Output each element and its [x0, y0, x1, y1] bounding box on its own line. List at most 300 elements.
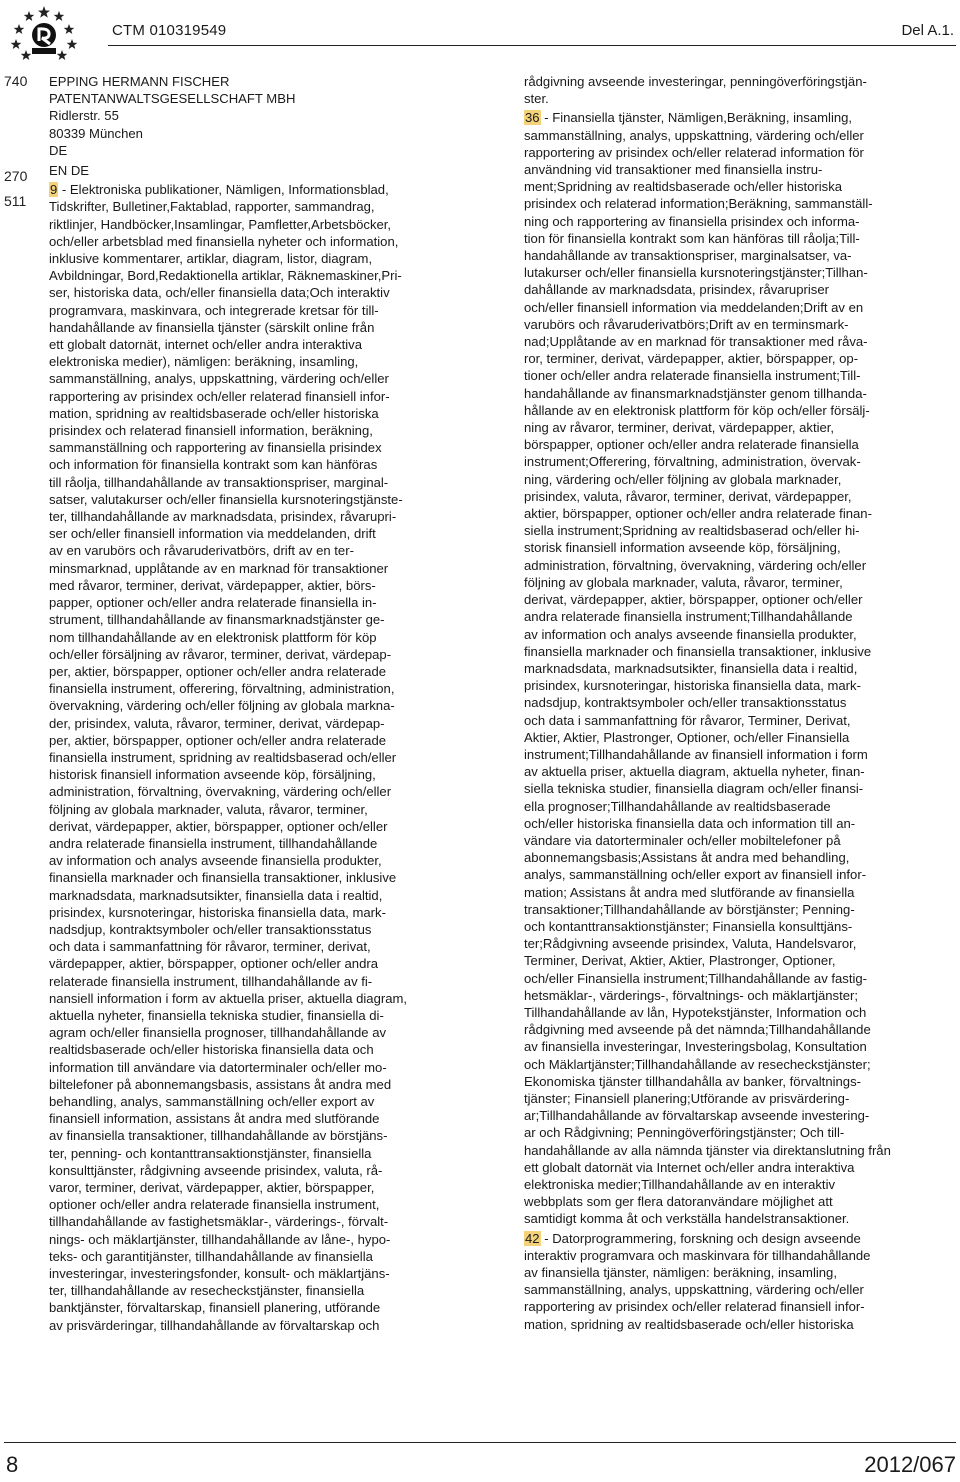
text-line [49, 1127, 435, 1144]
text-line [49, 1007, 435, 1024]
text-line [524, 90, 910, 107]
text-line-content: av information och analys avseende finansiella produkter, [49, 853, 382, 869]
text-line [524, 471, 910, 488]
text-line-content: handahållande av alla nämnda tjänster via direktanslutning från [524, 1142, 891, 1158]
text-line-content: varubörs och råvaruderivatbörs;Drift av en terminsmark- [524, 316, 849, 332]
text-line-content: papper, optioner och/eller andra relaterade finansiella in- [49, 595, 377, 611]
text-line-content: andra relaterade finansiella instrument;Tillhandahållande [524, 609, 853, 625]
text-line [524, 1159, 910, 1176]
text-line [49, 1145, 435, 1162]
text-line [49, 973, 435, 990]
text-line-content: marknadsdata, marknadsutsikter, finansiella data i realtid, [524, 660, 858, 676]
text-line-content: dahållande av marknadsdata, prisindex, råvarupriser [524, 282, 829, 298]
left-column [49, 73, 435, 1334]
eu-stars-logo-icon [6, 4, 82, 64]
bulletin-number: 2012/067 [864, 1452, 956, 1477]
text-line-content: sammanställning, analys, uppskattning, värdering och/eller [524, 1282, 864, 1298]
text-line [524, 815, 910, 832]
text-line [49, 715, 435, 732]
text-line [524, 178, 910, 195]
text-line [524, 350, 910, 367]
text-line-content: minsmarknad, upplåtande av en marknad för transaktioner [49, 560, 389, 576]
text-line-content: rådgivning med avseende på det nämnda;Tillhandahållande [524, 1022, 871, 1038]
languages: EN DE [49, 163, 90, 179]
text-line-content: ser, historiska data, och/eller finansiella data;Och interaktiv [49, 285, 390, 301]
text-line-content: marknadsdata, marknadsutsikter, finansiella data i realtid, [49, 887, 383, 903]
text-line-content: nansiell information i form av aktuella priser, aktuella diagram, [49, 990, 408, 1006]
text-line-content: ter, tillhandahållande av resecheckstjänster, finansiella [49, 1283, 365, 1299]
text-line-content: av information och analys avseende finansiella produkter, [524, 626, 857, 642]
text-line [524, 970, 910, 987]
text-line-content: följning av globala marknader, valuta, råvaror, terminer, [49, 801, 368, 817]
text-line-content: nadsdjup, kontraktsymboler och/eller transaktionsstatus [524, 695, 847, 711]
text-line [49, 198, 435, 215]
text-line [524, 866, 910, 883]
text-line-content: analys, sammanställning och/eller export av finansiell infor- [524, 867, 867, 883]
text-line [49, 353, 435, 370]
inid-code-511: 511 [4, 193, 27, 209]
text-line [49, 680, 435, 697]
applicant-name: EPPING HERMANN FISCHER [49, 74, 230, 89]
text-line-content: finansiella instrument, offerering, förvaltning, administration, [49, 681, 395, 697]
text-line [49, 336, 435, 353]
text-line-content: ett globalt datornät via Internet och/eller andra interaktiva [524, 1159, 855, 1175]
class-number-badge: 9 [50, 182, 58, 198]
text-line [49, 1248, 435, 1265]
text-line [49, 646, 435, 663]
text-line [524, 505, 910, 522]
text-line [49, 1179, 435, 1196]
text-line-content: programvara, maskinvara, och integrerade kretsar för till- [49, 302, 379, 318]
text-line-content: och/eller finansiell information via meddelanden;Drift av en [524, 299, 864, 315]
text-line [49, 938, 435, 955]
text-line-content: ter, penning- och kontanttransaktionstjänster, finansiella [49, 1145, 372, 1161]
text-line [49, 405, 435, 422]
text-line-content: lutakurser och/eller finansiella kursnoteringstjänster;Tillhan- [524, 265, 868, 281]
class-number-badge: 36 [525, 110, 540, 126]
text-line-content: aktuella nyheter, finansiella tekniska studier, finansiella di- [49, 1007, 384, 1023]
text-line-content: ning av råvaror, terminer, derivat, värdepapper, aktier, [524, 420, 835, 436]
text-line-content: - Datorprogrammering, forskning och design avseende [540, 1230, 861, 1246]
text-line [524, 1316, 910, 1333]
text-line [49, 801, 435, 818]
text-line [524, 780, 910, 797]
text-line-content: och/eller historiska finansiella data och information till an- [524, 815, 856, 831]
text-line-content: elektroniska medier;Tillhandahållande av en interaktiv [524, 1177, 836, 1192]
text-line-content: riktlinjer, Handböcker,Insamlingar, Pamfletter,Arbetsböcker, [49, 216, 392, 232]
text-line [49, 1299, 435, 1316]
text-line [524, 798, 910, 815]
text-line-content: tillhandahållande av fastighetsmäklar-, värderings-, förvalt- [49, 1214, 389, 1230]
text-line-content: per, aktier, börspapper, optioner och/eller andra relaterade [49, 663, 387, 679]
text-line [524, 608, 910, 625]
text-line-content: siella tekniska studier, finansiella diagram och/eller finansi- [524, 781, 864, 797]
class-9-description [49, 181, 435, 1334]
text-line-content: nings- och mäklartjänster, tillhandahållande av låne-, hypo- [49, 1231, 391, 1247]
text-line-content: abonnemangsbasis;Assistans åt andra med behandling, [524, 850, 850, 866]
text-line [524, 281, 910, 298]
text-line-content: handahållande av transaktionspriser, marginalsatser, va- [524, 248, 852, 264]
text-line [524, 1090, 910, 1107]
text-line-content: sammanställning och rapportering av finansiella prisindex [49, 440, 382, 456]
text-line [524, 849, 910, 866]
text-line-content: storisk finansiell information avseende köp, försäljning, [524, 540, 841, 556]
text-line-content: av aktuella priser, aktuella diagram, aktuella nyheter, finan- [524, 764, 865, 780]
text-line-content: och/eller Finansiella instrument;Tillhandahållande av fastig- [524, 970, 868, 986]
text-line [49, 560, 435, 577]
class-9-continuation [524, 73, 910, 107]
text-line [524, 230, 910, 247]
text-line [524, 832, 910, 849]
text-line-content: och data i sammanfattning för råvaror, Terminer, Derivat, [524, 712, 851, 728]
text-line-content: - Elektroniska publikationer, Nämligen, Informationsblad, [58, 182, 389, 198]
text-line [524, 316, 910, 333]
text-line-content: aktier, börspapper, optioner och/eller andra relaterade finan- [524, 506, 872, 522]
text-line-content: samtidigt komma åt och verkställa handelstransaktioner. [524, 1211, 850, 1227]
text-line [49, 1213, 435, 1230]
text-line-content: biltelefoner på abonnemangsbasis, assistans åt andra med [49, 1076, 392, 1092]
text-line-content: prisindex och relaterad information;Beräkning, sammanställ- [524, 196, 873, 212]
text-line [49, 1110, 435, 1127]
text-line [49, 456, 435, 473]
text-line [49, 921, 435, 938]
text-line [524, 264, 910, 281]
text-line [524, 109, 910, 126]
text-line [49, 1059, 435, 1076]
text-line [524, 247, 910, 264]
text-line [524, 522, 910, 539]
text-line-content: optioner och/eller andra relaterade finansiella instrument, [49, 1197, 380, 1213]
text-line [49, 594, 435, 611]
text-line-content: mation, spridning av realtidsbaserade och/eller historiska [49, 405, 379, 421]
text-line [524, 1176, 910, 1193]
text-line-content: Tidskrifter, Bulletiner,Faktablad, rapporter, sammandrag, [49, 199, 375, 215]
text-line-content: sammanställning, analys, uppskattning, värdering och/eller [49, 371, 389, 387]
text-line-content: och/eller försäljning av råvaror, terminer, derivat, värdepap- [49, 646, 392, 662]
text-line-content: och information för finansiella kontrakt som kan hänföras [49, 457, 378, 473]
text-line [524, 453, 910, 470]
text-line [524, 1021, 910, 1038]
text-line-content: handahållande av finansmarknadstjänster genom tillhanda- [524, 385, 867, 401]
text-line-content: webbplats som ger flera datoranvändare möjlighet att [524, 1194, 833, 1210]
text-line-content: Aktier, Aktier, Plastronger, Optioner, och/eller Finansiella [524, 729, 850, 745]
text-line [49, 955, 435, 972]
text-line [524, 161, 910, 178]
text-line [524, 299, 910, 316]
text-line-content: ment;Spridning av realtidsbaserade och/eller historiska [524, 179, 843, 195]
text-line-content: hetsmäklar-, värderings-, förvaltnings- och mäklartjänster; [524, 987, 859, 1003]
text-line-content: administration, förvaltning, övervakning, värdering och/eller [49, 784, 392, 800]
text-line-content: hållande av en elektronisk plattform för köp och/eller försälj- [524, 402, 870, 418]
text-line-content: prisindex, valuta, råvaror, terminer, derivat, värdepapper, [524, 488, 852, 504]
text-line-content: instrument;Offerering, förvaltning, administration, övervak- [524, 454, 861, 470]
text-line-content: ning och rapportering av finansiella prisindex och informa- [524, 213, 860, 229]
text-line [524, 1247, 910, 1264]
text-line-content: derivat, värdepapper, aktier, börspapper, optioner och/eller [49, 818, 388, 834]
text-line-content: finansiella instrument, spridning av realtidsbaserad och/eller [49, 749, 397, 765]
text-line-content: användning vid transaktioner med finansiella instru- [524, 162, 823, 178]
text-line-content: instrument;Tillhandahållande av finansiell information i form [524, 746, 868, 762]
text-line-content: ter, tillhandahållande av marknadsdata, prisindex, råvarupri- [49, 509, 397, 525]
text-line [49, 542, 435, 559]
text-line [524, 1073, 910, 1090]
text-line [49, 697, 435, 714]
text-line [49, 629, 435, 646]
text-line [524, 694, 910, 711]
text-line-content: mation, spridning av realtidsbaserade och/eller historiska [524, 1316, 854, 1332]
text-line-content: investeringar, investeringsfonder, konsult- och mäklartjäns- [49, 1266, 390, 1282]
text-line-content: strument, tillhandahållande av finansmarknadstjänster ge- [49, 612, 385, 628]
text-line [524, 1142, 910, 1159]
text-line [49, 474, 435, 491]
text-line [49, 233, 435, 250]
text-line [524, 884, 910, 901]
text-line-content: prisindex och relaterad finansiell information, beräkning, [49, 423, 373, 439]
text-line [49, 852, 435, 869]
text-line [524, 1056, 910, 1073]
text-line-content: tion för finansiella kontrakt som kan hänföras till råolja;Till- [524, 230, 860, 246]
applicant-street: Ridlerstr. 55 [49, 108, 119, 124]
text-line [49, 1093, 435, 1110]
text-line-content: ter;Rådgivning avseende prisindex, Valuta, Handelsvaror, [524, 936, 857, 952]
text-line [49, 663, 435, 680]
text-line-content: ar och Rådgivning; Penningöverföringstjänster; Och till- [524, 1125, 845, 1141]
text-line-content: av en varubörs och råvaruderivatbörs, drift av en ter- [49, 543, 354, 559]
text-line [49, 491, 435, 508]
text-line [49, 904, 435, 921]
inid-code-740: 740 [4, 73, 28, 89]
text-line [49, 388, 435, 405]
inid-code-270: 270 [4, 168, 28, 184]
text-line-content: finansiella marknader och finansiella transaktioner, inklusive [524, 643, 872, 659]
text-line-content: andra relaterade finansiella instrument, tillhandahållande [49, 835, 378, 851]
text-line [524, 763, 910, 780]
text-line [524, 626, 910, 643]
text-line [49, 1024, 435, 1041]
text-line [49, 577, 435, 594]
right-column [524, 73, 910, 1333]
text-line-content: och kontanttransaktionstjänster; Finansiella konsulttjäns- [524, 918, 853, 934]
text-line-content: Tillhandahållande av lån, Hypotekstjänster, Information och [524, 1004, 867, 1020]
text-line [524, 918, 910, 935]
text-line [524, 367, 910, 384]
applicant-country: DE [49, 142, 68, 158]
text-line-content: information till användare via datorterminaler och/eller mo- [49, 1059, 387, 1075]
section-label: Del A.1. [901, 22, 954, 39]
text-line [49, 508, 435, 525]
text-line-content: övervakning, värdering och/eller följning av globala markna- [49, 698, 395, 714]
text-line-content: tjänster; Finansiell planering;Utförande av prisvärdering- [524, 1090, 850, 1106]
text-line [524, 436, 910, 453]
text-line-content: relaterade finansiella instrument, tillhandahållande av fi- [49, 973, 373, 989]
text-line [524, 952, 910, 969]
text-line [524, 660, 910, 677]
applicant-city: 80339 München [49, 125, 143, 141]
text-line [49, 1196, 435, 1213]
applicant-company: PATENTANWALTSGESELLSCHAFT MBH [49, 91, 296, 107]
text-line [524, 1004, 910, 1021]
text-line-content: med råvaror, terminer, derivat, värdepapper, aktier, börs- [49, 577, 376, 593]
text-line-content: satser, valutakurser och/eller finansiella kursnoteringstjänste- [49, 491, 403, 507]
text-line-content: ror, terminer, derivat, värdepapper, aktier, börspapper, op- [524, 351, 859, 367]
text-line [524, 1107, 910, 1124]
text-line [524, 385, 910, 402]
text-line-content: ster. [524, 91, 549, 107]
text-line [524, 73, 910, 90]
text-line [49, 439, 435, 456]
text-line-content: transaktioner;Tillhandahållande av börstjänster; Penning- [524, 901, 855, 917]
text-line-content: finansiell information, assistans åt andra med slutförande [49, 1111, 380, 1127]
text-line-content: mation; Assistans åt andra med slutförande av finansiella [524, 884, 855, 900]
text-line [524, 419, 910, 436]
footer-divider [4, 1442, 956, 1443]
text-line-content: av finansiella transaktioner, tillhandahållande av börstjäns- [49, 1128, 388, 1144]
text-line [524, 144, 910, 161]
text-line-content: elektroniska medier), nämligen: beräkning, insamling, [49, 354, 359, 370]
text-line-content: och Mäklartjänster;Tillhandahållande av resecheckstjänster; [524, 1056, 871, 1072]
text-line-content: banktjänster, förvaltarskap, finansiell planering, utförande [49, 1300, 381, 1316]
text-line-content: historisk finansiell information avseende köp, försäljning, [49, 767, 376, 783]
text-line [49, 1162, 435, 1179]
class-36-description [524, 109, 910, 1227]
text-line-content: teks- och garantitjänster, tillhandahållande av finansiella [49, 1248, 373, 1264]
text-line-content: finansiella marknader och finansiella transaktioner, inklusive [49, 870, 397, 886]
text-line-content: per, aktier, börspapper, optioner och/eller andra relaterade [49, 732, 387, 748]
text-line-content: av finansiella tjänster, nämligen: beräkning, insamling, [524, 1265, 837, 1281]
text-line [524, 333, 910, 350]
text-line [524, 643, 910, 660]
text-line [524, 746, 910, 763]
text-line-content: värdepapper, aktier, börspapper, optioner och/eller andra [49, 956, 379, 972]
text-line [49, 1265, 435, 1282]
text-line [49, 869, 435, 886]
text-line-content: varor, terminer, derivat, värdepapper, aktier, börspapper, [49, 1180, 375, 1195]
text-line [49, 422, 435, 439]
text-line-content: derivat, värdepapper, aktier, börspapper, optioner och/eller [524, 592, 863, 608]
text-line-content: och data i sammanfattning för råvaror, terminer, derivat, [49, 939, 371, 955]
text-line [524, 127, 910, 144]
text-line-content: realtidsbaserade och/eller historiska finansiella data och [49, 1042, 374, 1058]
text-line-content: interaktiv programvara och maskinvara för tillhandahållande [524, 1247, 871, 1263]
text-line [49, 749, 435, 766]
text-line [524, 195, 910, 212]
text-line [524, 1230, 910, 1247]
text-line-content: börspapper, optioner och/eller andra relaterade finansiella [524, 437, 859, 453]
text-line [49, 818, 435, 835]
text-line-content: konsulttjänster, rådgivning avseende prisindex, valuta, rå- [49, 1162, 383, 1178]
text-line [49, 1282, 435, 1299]
document-title: CTM 010319549 [112, 22, 227, 39]
text-line [524, 488, 910, 505]
text-line-content: prisindex, kursnoteringar, historiska finansiella data, mark- [524, 678, 861, 694]
text-line [524, 1264, 910, 1281]
text-line-content: ar;Tillhandahållande av förvaltarskap avseende investering- [524, 1108, 870, 1124]
text-line-content: handahållande av finansiella tjänster (särskilt online från [49, 319, 375, 335]
text-line-content: agram och/eller finansiella prognoser, tillhandahållande av [49, 1025, 387, 1041]
text-line [49, 1076, 435, 1093]
text-line-content: nadsdjup, kontraktsymboler och/eller transaktionsstatus [49, 921, 372, 937]
text-line-content: ser och/eller finansiell information via meddelanden, drift [49, 526, 376, 542]
text-line [524, 574, 910, 591]
text-line-content: till råolja, tillhandahållande av transaktionspriser, marginal- [49, 474, 389, 490]
text-line-content: följning av globala marknader, valuta, råvaror, terminer, [524, 574, 843, 590]
text-line-content: Terminer, Derivat, Aktier, Aktier, Plastronger, Optioner, [524, 953, 836, 969]
text-line-content: Avbildningar, Bord,Redaktionella artiklar, Räknemaskiner,Pri- [49, 268, 402, 284]
text-line [524, 1281, 910, 1298]
text-line-content: rapportering av prisindex och/eller relaterad finansiell infor- [524, 1299, 865, 1315]
text-line-content: nad;Upplåtande av en marknad för transaktioner med råva- [524, 334, 868, 350]
header-divider [108, 45, 956, 46]
text-line [49, 783, 435, 800]
text-line-content: rapportering av prisindex och/eller relaterad finansiell infor- [49, 388, 390, 404]
text-line-content: av prisvärderingar, tillhandahållande av förvaltarskap och [49, 1317, 380, 1333]
text-line-content: vändare via datorterminaler och/eller mobiltelefoner på [524, 832, 841, 848]
text-line [49, 887, 435, 904]
text-line [49, 732, 435, 749]
text-line [49, 990, 435, 1007]
text-line [524, 213, 910, 230]
text-line [524, 987, 910, 1004]
text-line [49, 1317, 435, 1334]
text-line [49, 216, 435, 233]
text-line [524, 1298, 910, 1315]
text-line [524, 677, 910, 694]
class-number-badge: 42 [525, 1230, 540, 1246]
text-line-content: der, prisindex, valuta, råvaror, terminer, derivat, värdepap- [49, 715, 385, 731]
text-line-content: Ekonomiska tjänster tillhandahålla av banker, förvaltnings- [524, 1073, 861, 1089]
text-line [524, 935, 910, 952]
text-line-content: nom tillhandahållande av en elektronisk plattform för köp [49, 629, 377, 645]
text-line [49, 250, 435, 267]
text-line [49, 267, 435, 284]
text-line-content: ning, värdering och/eller följning av globala marknader, [524, 471, 842, 487]
text-line-content: siella instrument;Spridning av realtidsbaserad och/eller hi- [524, 523, 860, 539]
text-line [524, 1038, 910, 1055]
text-line [524, 729, 910, 746]
text-line [524, 1210, 910, 1227]
text-line [49, 319, 435, 336]
text-line-content: - Finansiella tjänster, Nämligen,Beräkning, insamling, [540, 110, 853, 126]
text-line-content: rådgivning avseende investeringar, penningöverföringstjän- [524, 74, 867, 89]
text-line [524, 1124, 910, 1141]
text-line-content: behandling, analys, sammanställning och/eller export av [49, 1093, 375, 1109]
text-line-content: av finansiella investeringar, Investeringsbolag, Konsultation [524, 1039, 867, 1055]
text-line-content: ella prognoser;Tillhandahållande av realtidsbaserade [524, 798, 831, 814]
text-line-content: prisindex, kursnoteringar, historiska finansiella data, mark- [49, 904, 386, 920]
text-line [524, 539, 910, 556]
text-line-content: sammanställning, analys, uppskattning, värdering och/eller [524, 127, 864, 143]
text-line [524, 591, 910, 608]
text-line-content: inklusive kommentarer, artiklar, diagram, listor, diagram, [49, 251, 373, 267]
text-line-content: rapportering av prisindex och/eller relaterad information för [524, 144, 864, 160]
text-line [49, 1041, 435, 1058]
text-line [49, 302, 435, 319]
text-line [524, 557, 910, 574]
text-line [49, 766, 435, 783]
text-line [49, 370, 435, 387]
text-line [49, 611, 435, 628]
text-line [524, 402, 910, 419]
text-line-content: och/eller arbetsblad med finansiella nyheter och information, [49, 233, 399, 249]
text-line-content: tioner och/eller andra relaterade finansiella instrument;Till- [524, 368, 861, 384]
text-line-content: administration, förvaltning, övervakning, värdering och/eller [524, 557, 867, 573]
text-line [49, 181, 435, 198]
text-line [49, 1231, 435, 1248]
text-line [524, 1193, 910, 1210]
text-line [524, 901, 910, 918]
class-42-description [524, 1230, 910, 1333]
text-line [524, 712, 910, 729]
